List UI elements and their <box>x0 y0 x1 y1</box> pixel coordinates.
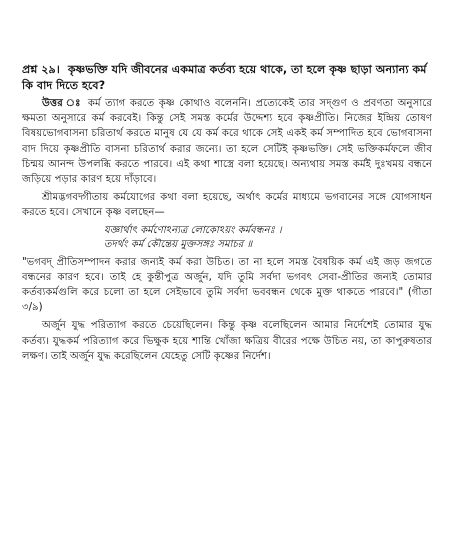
verse-line-1: যজ্ঞার্থাৎ কর্মণোঽন্যত্র লোকোঽয়ং কর্মবন্ধনঃ । <box>104 224 282 236</box>
verse-line-2: তদর্থং কর্ম কৌন্তেয় মুক্তসঙ্গঃ সমাচর ॥ <box>104 238 253 250</box>
answer-paragraph-2: শ্রীমদ্ভগবদ্গীতায় কর্মযোগের কথা বলা হয়েছে, অর্থাৎ কর্মের মাধ্যমে ভগবানের সঙ্গে যোগসাধন করতে হবে। সেখানে কৃষ্ণ বলছেন— <box>22 192 432 219</box>
question-number: প্রশ্ন ২৯। <box>22 63 60 76</box>
question-heading <box>22 62 432 94</box>
verse-translation: "ভগবদ্ প্রীতিসম্পাদন করার জন্যই কর্ম করা উচিত। তা না হলে সমস্ত বৈষয়িক কর্ম এই জড় জগতে বন্ধনের কারণ হবে। তাই হে কুন্তীপুত্র অর্জুন, যদি তুমি সর্বদা ভগবৎ সেবা-প্রীতির জন্যই তোমার কর্তব্যকর্মগুলি করে চলো তা হলে সেইভাবে তুমি সর্বদা ভববন্ধন থেকে মুক্ত থাকতে পারবে।" (গীতা ৩/৯) <box>22 256 432 314</box>
closing-paragraph: অর্জুন যুদ্ধ পরিত্যাগ করতে চেয়েছিলেন। কিন্তু কৃষ্ণ বলেছিলেন আমার নির্দেশেই তোমার যুদ্ধ কর্তব্য। যুদ্ধকর্ম পরিত্যাগ করে ভিক্ষুক হয়ে শান্তি খোঁজা ক্ষত্রিয় বীরের পক্ষে উচিত নয়, তা কাপুরুষতার লক্ষণ। তাই অর্জুন যুদ্ধ করেছিলেন যেহেতু সেটি কৃষ্ণের নির্দেশ। <box>22 320 432 362</box>
question-text: কৃষ্ণভক্তি যদি জীবনের একমাত্র কর্তব্য হয়ে থাকে, তা হলে কৃষ্ণ ছাড়া অন্যান্য কর্ম কি বাদ দিতে হবে? <box>22 63 427 92</box>
answer-text-1: কর্ম ত্যাগ করতে কৃষ্ণ কোথাও বলেননি। প্রত্যেকেই তার সদ্গুণ ও প্রবণতা অনুসারে ক্ষমতা অনুসারে কর্ম করবেই। কিন্তু সেই সমস্ত কর্মের উদ্দেশ্য হবে কৃষ্ণপ্রীতি। নিজের ইন্দ্রিয় তোষণ বিষয়ভোগবাসনা চরিতার্থ করতে মানুষ যে যে কর্ম করে থাকে সেই একই কর্ম সম্পাদিত হবে ভোগবাসনা বাদ দিয়ে কৃষ্ণপ্রীতি বাসনা চরিতার্থ করার জন্যে। তা হলে সেটিই কৃষ্ণভক্তি। সেই ভক্তিকর্মফলে জীব চিন্ময় আনন্দ উপলব্ধি করতে পারবে। এই কথা শাস্ত্রে বলা হয়েছে। অন্যথায় সমস্ত কর্মই দুঃখময় বন্ধনে জড়িয়ে পড়ার কারণ হয়ে দাঁড়াবে। <box>22 98 432 186</box>
answer-label: উত্তর ঃ <box>42 98 82 109</box>
answer-paragraph-1 <box>22 96 432 187</box>
